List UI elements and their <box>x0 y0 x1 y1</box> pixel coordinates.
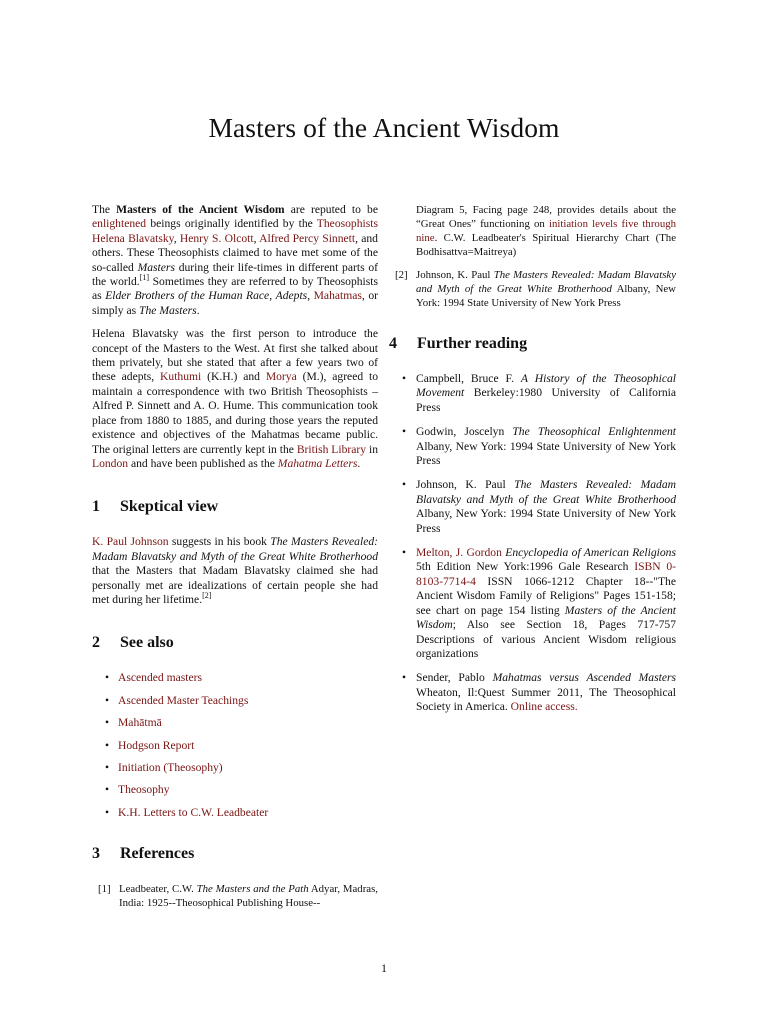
list-item: • Johnson, K. Paul The Masters Revealed: Madam Blavatsky and Myth of the Great White Brotherhood Albany, New York: 1994 State University of New York Press <box>396 478 676 536</box>
link-online-access[interactable]: Online access. <box>510 700 578 714</box>
list-item <box>92 694 378 708</box>
page-number: 1 <box>381 961 387 975</box>
link-alfred-sinnett[interactable]: Alfred Percy Sinnett <box>259 231 356 245</box>
right-column <box>389 203 677 725</box>
link-hodgson-report[interactable]: Hodgson Report <box>118 738 195 752</box>
section-heading-see-also: 2 See also <box>92 634 174 652</box>
list-item: • Campbell, Bruce F. A History of the Theosophical Movement Berkeley:1980 University of California Press <box>396 372 676 415</box>
link-morya[interactable]: Morya <box>265 370 297 384</box>
list-item <box>92 671 378 685</box>
reference-1-continued: Diagram 5, Facing page 248, provides details about the “Great Ones” functioning on initiation levels five through nine. C.W. Leadbeater's Spiritual Hierarchy Chart (The Bodhisattva=Maitreya) <box>416 204 677 258</box>
link-enlightened[interactable]: enlightened <box>92 217 147 231</box>
list-item <box>92 761 378 775</box>
link-mahatma-letters[interactable]: Mahatma Letters <box>277 456 358 470</box>
section-heading-references: 3 References <box>92 845 195 863</box>
link-kh-letters[interactable]: K.H. Letters to C.W. Leadbeater <box>118 805 269 819</box>
skeptical-view-paragraph: K. Paul Johnson suggests in his book The Masters Revealed: Madam Blavatsky and Myth of the Great White Brotherhood that the Masters that Madam Blavatsky claimed she had personally met are idealizations of certain people she had met during her lifetime.[2] <box>92 535 378 606</box>
intro-paragraph-1: The Masters of the Ancient Wisdom are reputed to be enlightened beings originally identified by the Theosophists Helena Blavatsky, Henry S. Olcott, Alfred Percy Sinnett, and others. These Theosophists claimed to have met some of the so-called Masters during their life-times in different parts of the world.[1] Sometimes they are referred to by Theosophists as Elder Brothers of the Human Race, Adepts, Mahatmas, or simply as The Masters. <box>92 203 379 317</box>
see-also-list <box>92 671 378 820</box>
section-heading-further-reading: 4 Further reading <box>389 335 528 352</box>
link-theosophists[interactable]: Theosophists <box>316 217 378 231</box>
list-item <box>92 716 378 730</box>
link-helena-blavatsky[interactable]: Helena Blavatsky <box>92 231 174 245</box>
page-title: Masters of the Ancient Wisdom <box>208 112 560 143</box>
link-initiation-theosophy[interactable]: Initiation (Theosophy) <box>118 760 223 774</box>
citation-2[interactable]: [2] <box>202 591 212 601</box>
left-column <box>92 203 378 919</box>
reference-2: [2] Johnson, K. Paul The Masters Revealed: Madam Blavatsky and Myth of the Great White Brotherhood Albany, New York: 1994 State University of New York Press <box>395 269 676 309</box>
link-theosophy[interactable]: Theosophy <box>118 783 170 797</box>
link-mahatmas[interactable]: Mahatmas <box>313 289 362 303</box>
list-item: • Godwin, Joscelyn The Theosophical Enlightenment Albany, New York: 1994 State University of New York Press <box>396 425 676 468</box>
further-reading-list <box>396 372 676 715</box>
link-kuthumi[interactable]: Kuthumi <box>160 370 202 384</box>
list-item: • Melton, J. Gordon Encyclopedia of American Religions 5th Edition New York:1996 Gale Research ISBN 0-8103-7714-4 ISSN 1066-1212 Chapter 18--"The Ancient Wisdom Family of Religions" Pages 151-158; see chart on page 154 listing Masters of the Ancient Wisdom; Also see Section 18, Pages 717-757 Descriptions of various Ancient Wisdom religious organizations <box>396 546 676 661</box>
link-mahatma[interactable]: Mahātmā <box>118 716 162 730</box>
list-item: • Sender, Pablo Mahatmas versus Ascended Masters Wheaton, Il:Quest Summer 2011, The Theosophical Society in America. Online access. <box>396 671 676 714</box>
citation-1[interactable]: [1] <box>139 273 150 283</box>
list-item <box>92 783 378 797</box>
article-subject: Masters of the Ancient Wisdom <box>116 203 285 216</box>
link-ascended-masters[interactable]: Ascended masters <box>118 671 203 685</box>
link-gordon-melton[interactable]: Melton, J. Gordon <box>416 546 502 560</box>
link-k-paul-johnson[interactable]: K. Paul Johnson <box>92 535 169 549</box>
list-item <box>92 739 378 753</box>
link-british-library[interactable]: British Library <box>296 442 367 456</box>
link-ascended-master-teachings[interactable]: Ascended Master Teachings <box>118 693 249 707</box>
intro-paragraph-2: Helena Blavatsky was the first person to introduce the concept of the Masters to the West. At first she talked about them privately, but she stated that after a few years two of these adepts, Kuthumi (K.H.) and Morya (M.), agreed to maintain a correspondence with two British Theosophists – Alfred P. Sinnett and A. O. Hume. This communication took place from 1880 to 1885, and during those years the reputed existence and objectives of the Mahatmas became public. The original letters are currently kept in the British Library in London and have been published as the Mahatma Letters. <box>92 327 379 470</box>
link-london[interactable]: London <box>92 456 129 470</box>
link-initiation-levels[interactable]: initiation levels five through nine <box>416 218 677 244</box>
reference-1: [1] Leadbeater, C.W. The Masters and the Path Adyar, Madras, India: 1925--Theosophical Publishing House-- <box>98 883 378 910</box>
link-isbn[interactable]: ISBN 0-8103-7714-4 <box>416 560 676 588</box>
section-heading-skeptical-view: 1 Skeptical view <box>92 498 219 516</box>
link-henry-olcott[interactable]: Henry S. Olcott <box>179 231 254 245</box>
list-item <box>92 806 378 820</box>
